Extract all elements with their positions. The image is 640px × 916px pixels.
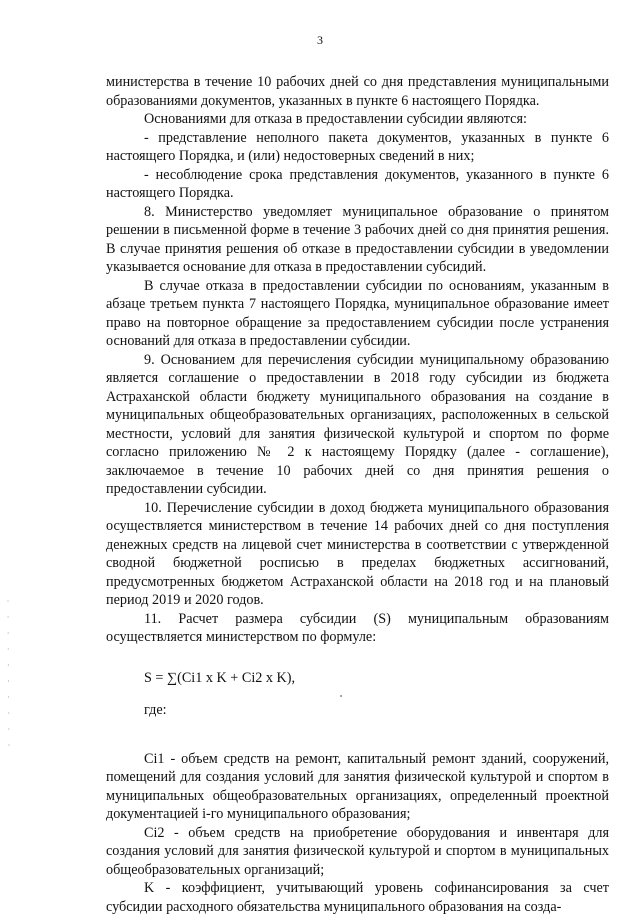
page-number: 3 xyxy=(317,33,323,47)
list-item-incomplete-docs: - представление неполного пакета документов, указанных в пункте 6 настоящего Порядка, и (или) недостоверных сведений в них; xyxy=(106,129,609,164)
document-body xyxy=(106,73,609,916)
where-label: где: xyxy=(144,702,167,718)
definition-ci1: Ci1 - объем средств на ремонт, капитальный ремонт зданий, сооружений, помещений для создания условий для занятия физической культурой и спортом в муниципальных общеобразовательных организациях, определенный проектной документацией i-го муниципального образования; xyxy=(106,750,609,822)
paragraph-continuation: министерства в течение 10 рабочих дней со дня представления муниципальными образованиями документов, указанных в пункте 6 настоящего Порядка. xyxy=(106,74,609,109)
definition-k: K - коэффициент, учитывающий уровень софинансирования за счет субсидии расходного обязательства муниципального образования на созда- xyxy=(106,880,609,915)
paragraph-item-9: 9. Основанием для перечисления субсидии муниципальному образованию является соглашение о предоставлении в 2018 году субсидии из бюджета Астраханской области бюджету муниципального образования на создание в муниципальных общеобразовательных организациях, расположенных в сельской местности, условий для занятия физической культурой и спортом по форме согласно приложению № 2 к настоящему Порядку (далее - соглашение), заключаемое в течение 10 рабочих дней со дня принятия решения о предоставлении субсидии. xyxy=(106,351,609,497)
formula: S = ∑(Ci1 x K + Ci2 x K), xyxy=(144,669,296,686)
paragraph-item-11: 11. Расчет размера субсидии (S) муниципальным образованиям осуществляется министерством по формуле: xyxy=(106,610,609,645)
paragraph-refusal-repeat: В случае отказа в предоставлении субсидии по основаниям, указанным в абзаце третьем пункта 7 настоящего Порядка, муниципальное образование имеет право на повторное обращение за предоставлением субсидии после устранения оснований для отказа в предоставлении субсидии. xyxy=(106,277,609,349)
paragraph-refusal-grounds: Основаниями для отказа в предоставлении субсидии являются: xyxy=(144,111,527,127)
list-item-deadline: - несоблюдение срока представления документов, указанного в пункте 6 настоящего Порядка. xyxy=(106,166,609,201)
definition-ci2: Ci2 - объем средств на приобретение оборудования и инвентаря для создания условий для занятия физической культурой и спортом в муниципальных общеобразовательных организаций; xyxy=(106,824,609,878)
paragraph-item-10: 10. Перечисление субсидии в доход бюджета муниципального образования осуществляется министерством в течение 14 рабочих дней со дня поступления денежных средств на лицевой счет министерства в соответствии с утвержденной сводной бюджетной росписью в пределах бюджетных ассигнований, предусмотренных бюджетом Астраханской области на 2018 год и на плановый период 2019 и 2020 годов. xyxy=(106,499,609,608)
paragraph-item-8: 8. Министерство уведомляет муниципальное образование о принятом решении в письменной форме в течение 3 рабочих дней со дня принятия решения. В случае принятия решения об отказе в предоставлении субсидии в уведомлении указывается основание для отказа в предоставлении субсидий. xyxy=(106,203,609,275)
